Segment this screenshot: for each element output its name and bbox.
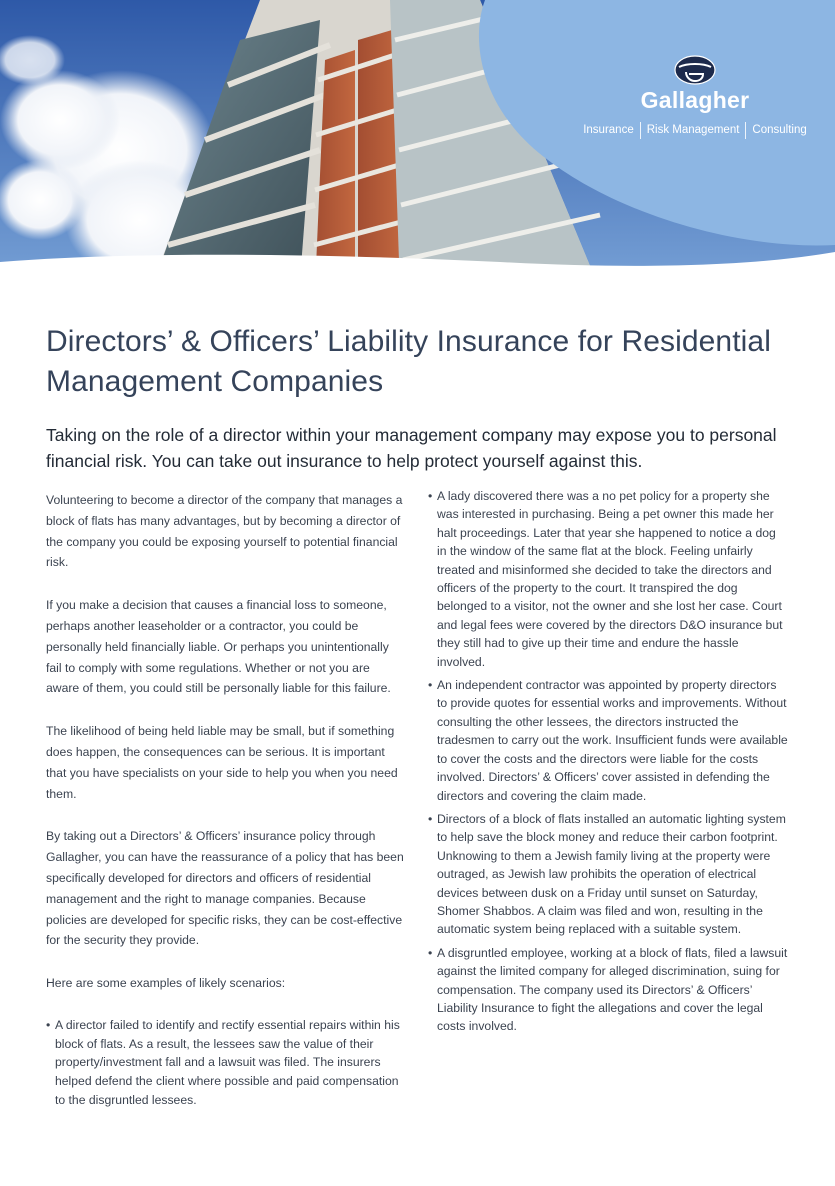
scenario-item: • An independent contractor was appointed by property directors to provide quotes for essential works and improvements. Without consulting the other lessees, the directors instructed the tradesmen to carry out the work. Insufficient funds were available to cover the costs and the directors were liable for the costs involved. Directors’ & Officers’ cover assisted in defending the directors and covering the claim made. — [428, 676, 788, 805]
building-photo — [0, 0, 835, 300]
right-column — [428, 487, 788, 1041]
body-paragraph: If you make a decision that causes a financial loss to someone, perhaps another leaseholder or a contractor, you could be personally held financially liable. Or perhaps you unintentionally fail to comply with some regulations. Whether or not you are aware of them, you could still be personally liable for this failure. — [46, 598, 391, 696]
scenario-item: • A director failed to identify and rectify essential repairs within his block of flats. As a result, the lessees saw the value of their property/investment fall and a lawsuit was filed. The insurers helped defend the client where possible and paid compensation to the disgruntled lessees. — [46, 1016, 406, 1110]
scenario-item: • A disgruntled employee, working at a block of flats, filed a lawsuit against the limited company for alleged discrimination, suing for compensation. The company used its Directors’ & Officers’ Liability Insurance to fight the allegations and cover the legal costs involved. — [428, 944, 788, 1036]
scenario-item: • A lady discovered there was a no pet policy for a property she was interested in purchasing. Being a pet owner this made her halt proceedings. Later that year she happened to notice a dog in the window of the same flat at the block. Feeling unfairly treated and misinformed she decided to take the directors and officers of the property to the court. It transpired the dog belonged to a visitor, not the owner and she lost her case. Court and legal fees were covered by the directors D&O insurance but they still had to give up their time and endure the hassle involved. — [428, 487, 788, 671]
scenario-list — [428, 487, 788, 1036]
tagline-consulting: Consulting — [752, 124, 807, 136]
lead-paragraph: Taking on the role of a director within your management company may expose you to personal financial risk. You can take out insurance to help protect yourself against this. — [46, 425, 777, 471]
body-paragraph: Volunteering to become a director of the company that manages a block of flats has many advantages, but by becoming a director of the company you could be exposing yourself to potential financial risk. — [46, 493, 403, 570]
brand-block — [560, 55, 830, 139]
brand-name: Gallagher — [640, 87, 750, 113]
scenario-item: • Directors of a block of flats installed an automatic lighting system to help save the block money and reduce their carbon footprint. Unknowing to them a Jewish family living at the property were outraged, as Jewish law prohibits the operation of electrical devices between dusk on a Friday until sunset on Saturday, Shomer Shabbos. A claim was filed and won, resulting in the automatic system being replaced with a suitable system. — [428, 810, 788, 939]
brand-tagline — [560, 124, 830, 139]
gallagher-globe-icon — [673, 55, 717, 85]
header-photo — [0, 0, 835, 300]
tagline-insurance: Insurance — [583, 124, 634, 136]
scenario-list — [46, 1016, 406, 1110]
body-paragraph: By taking out a Directors’ & Officers’ insurance policy through Gallagher, you can have the reassurance of a policy that has been specifically developed for directors and officers of residential management and the right to manage companies. Because policies are developed for specific risks, they can be cost-effective for the security they provide. — [46, 829, 404, 948]
left-column — [46, 490, 406, 1109]
scenarios-intro: Here are some examples of likely scenarios: — [46, 976, 286, 991]
page-title: Directors’ & Officers’ Liability Insurance for Residential Management Companies — [46, 325, 771, 398]
tagline-risk-management: Risk Management — [646, 124, 740, 136]
body-paragraph: The likelihood of being held liable may be small, but if something does happen, the consequences can be serious. It is important that you have specialists on your side to help you when you need them. — [46, 724, 398, 801]
